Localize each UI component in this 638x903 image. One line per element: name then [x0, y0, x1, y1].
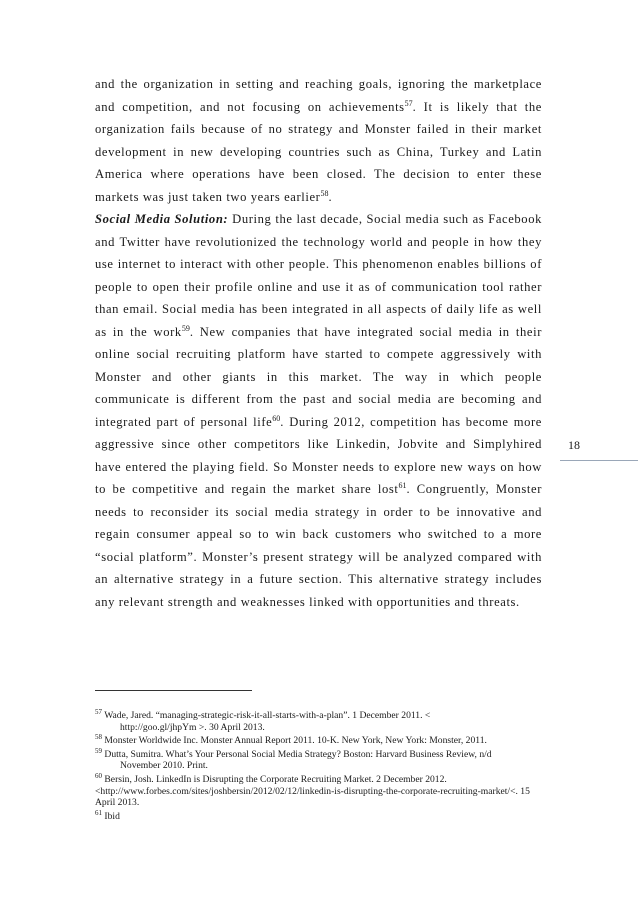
body-para-2c: . During 2012, competition has become more aggressive since other competitors like Linkedin, Jobvite and Simplyhired have entered the playing field. So Monster needs to explore new ways on how to be competitive and regain the market share lost [95, 414, 542, 496]
footnote-ref-60: 60 [272, 413, 281, 423]
footnotes [95, 707, 545, 824]
footnote-number: 61 [95, 808, 102, 817]
body-para-1b: . It is likely that the organization fails because of no strategy and Monster failed in their market development in new developing countries such as China, Turkey and Latin America where operations have been closed. The decision to enter these markets was just taken two years earlier [95, 99, 542, 204]
footnote-text: Ibid [104, 810, 120, 822]
section-heading: Social Media Solution: [95, 212, 229, 226]
page-number: 18 [568, 438, 580, 452]
footnote-text-cont: http://goo.gl/jhpYm >. 30 April 2013. [120, 721, 265, 733]
body-para-2b: . New companies that have integrated social media in their online social recruiting platform have started to compete aggressively with Monster and other giants in this market. The way in which people communicate is different from the past and social media are becoming and integrated part of personal life [95, 324, 542, 429]
footnote-number: 57 [95, 707, 102, 716]
footnote-57 [95, 707, 545, 733]
footnote-ref-58: 58 [320, 188, 329, 198]
footnote-number: 58 [95, 733, 102, 741]
footnote-number: 59 [95, 746, 102, 755]
footnote-59 [95, 746, 545, 772]
footnote-text-cont: November 2010. Print. [120, 760, 208, 772]
footnote-ref-59: 59 [181, 323, 190, 333]
body-para-2a: During the last decade, Social media such as Facebook and Twitter have revolutionized the technology world and people in how they use internet to interact with other people. This phenomenon enables billions of people to open their profile online and use it as of communication tool rather than email. Social media has been integrated in all aspects of daily life as well as in the work [95, 212, 542, 339]
footnote-58 [95, 735, 545, 747]
body-para-2d: . Congruently, Monster needs to reconsider its social media strategy in order to be innovative and regain consumer appeal so to win back customers who switched to a more “social platform”. Monster’s present strategy will be analyzed compared with an alternative strategy in a future section. This alternative strategy includes any relevant strength and weaknesses linked with opportunities and threats. [95, 482, 542, 609]
footnote-number: 60 [95, 771, 102, 780]
footnote-separator [95, 690, 252, 691]
footnote-text: Dutta, Sumitra. What’s Your Personal Social Media Strategy? Boston: Harvard Business Review, n/d [104, 748, 492, 760]
footnote-text: Wade, Jared. “managing-strategic-risk-it-all-starts-with-a-plan”. 1 December 2011. < [104, 710, 431, 721]
footnote-text: Monster Worldwide Inc. Monster Annual Report 2011. 10-K. New York, New York: Monster, 2011. [104, 735, 487, 747]
body-para-1c: . [328, 189, 333, 204]
body-para-1a: and the organization in setting and reaching goals, ignoring the marketplace and competition, and not focusing on achievements [95, 77, 542, 114]
footnote-61 [95, 808, 545, 823]
body-text [95, 73, 542, 613]
footnote-text-cont: <http://www.forbes.com/sites/joshbersin/2012/02/12/linkedin-is-disrupting-the-corporate-recruiting-market/<. 15 April 2013. [95, 785, 530, 809]
page-number-rule [560, 460, 638, 461]
footnote-ref-57: 57 [404, 98, 413, 108]
footnote-text: Bersin, Josh. LinkedIn is Disrupting the Corporate Recruiting Market. 2 December 2012. [104, 773, 447, 785]
footnote-ref-61: 61 [398, 480, 407, 490]
footnote-60 [95, 771, 545, 809]
